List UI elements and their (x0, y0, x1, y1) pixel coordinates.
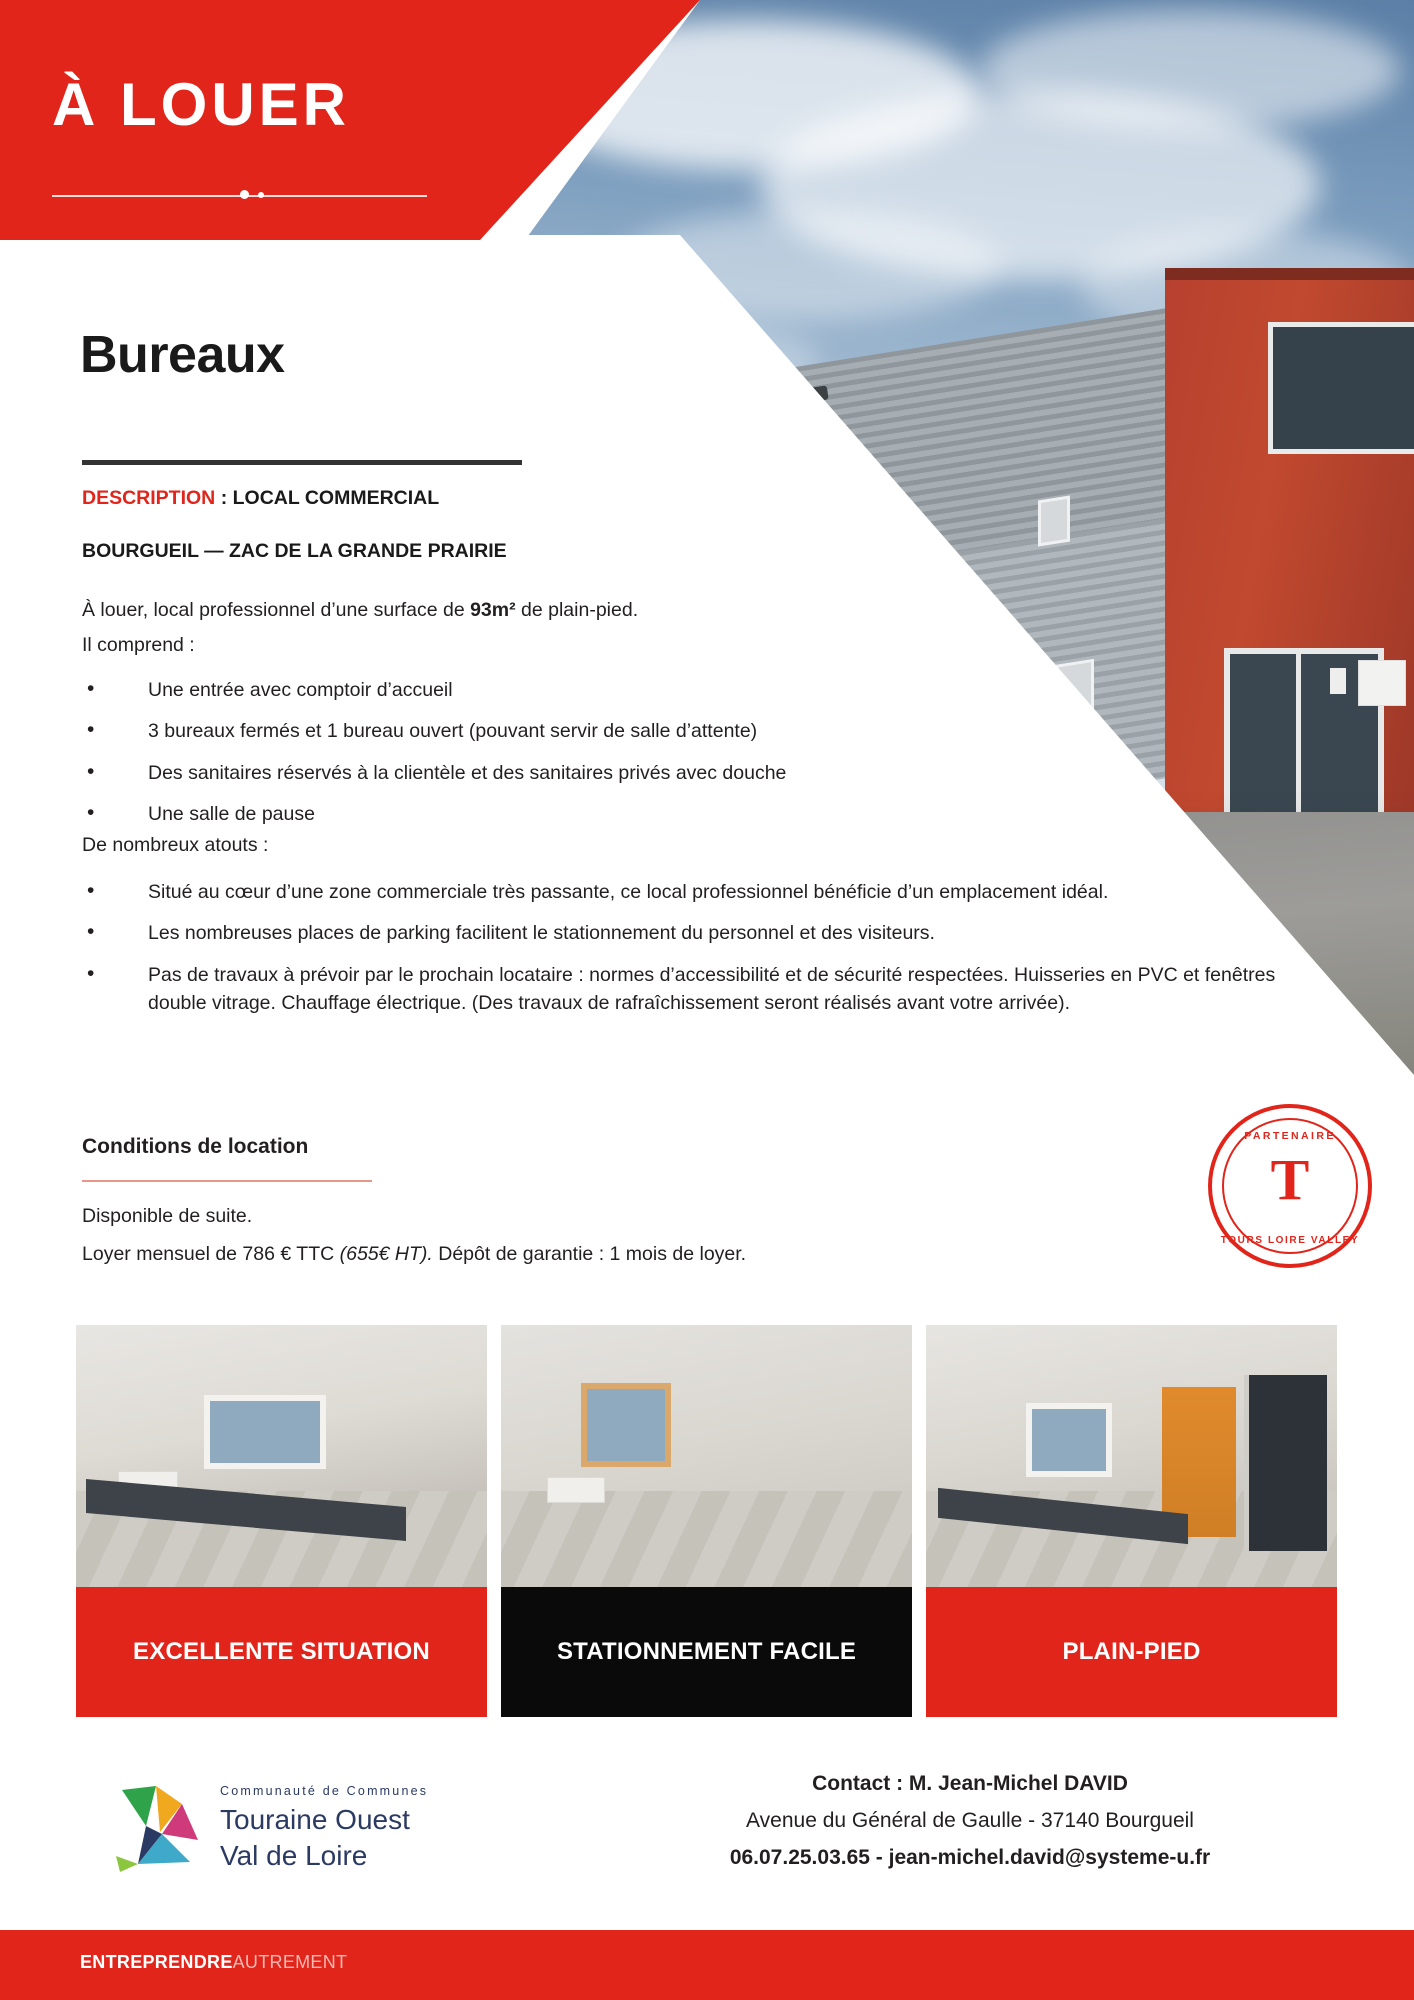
contact-address: Avenue du Général de Gaulle - 37140 Bourgueil (746, 1809, 1194, 1832)
a-louer-label: À LOUER (52, 71, 350, 138)
surface-value: 93m² (470, 599, 516, 621)
list-item: • Les nombreuses places de parking facilitent le stationnement du personnel et des visiteurs. (82, 919, 1298, 947)
seal-bottom-label: TOURS LOIRE VALLEY (1220, 1235, 1360, 1246)
title-divider (82, 460, 522, 465)
seal-top-label: PARTENAIRE (1244, 1130, 1336, 1142)
logo-line-1: Communauté de Communes (220, 1784, 429, 1798)
interior-photo-1 (76, 1325, 487, 1587)
contact-phone-email: 06.07.25.03.65 - jean-michel.david@systeme-u.fr (729, 1846, 1211, 1869)
interior-photo-2 (501, 1325, 912, 1587)
photo-dark-doorway (1244, 1375, 1327, 1551)
list-item: • Situé au cœur d’une zone commerciale très passante, ce local professionnel bénéficie d’un emplacement idéal. (82, 878, 1298, 906)
gallery-item (501, 1325, 912, 1717)
facade-window (1038, 495, 1070, 546)
description-separator: : (220, 487, 228, 509)
gallery-item (76, 1325, 487, 1717)
conditions-rent (82, 1243, 746, 1266)
intro-text-before: À louer, local professionnel d’une surface de (82, 599, 471, 621)
seal-letter-icon: T (1270, 1147, 1310, 1212)
window-sign (1358, 660, 1406, 706)
contact-block (600, 1772, 1340, 1870)
conditions-availability: Disponible de suite. (82, 1205, 253, 1227)
features-list (82, 676, 786, 841)
list-item: • Une salle de pause (82, 800, 786, 828)
intro-text-after: de plain-pied. (515, 599, 639, 621)
gallery-strip (76, 1325, 1338, 1717)
photo-floor (501, 1491, 912, 1587)
rent-amount-text: Loyer mensuel de 786 € TTC (82, 1243, 340, 1265)
advantages-list (82, 878, 1298, 1030)
bottom-red-bar (0, 1930, 1414, 2000)
cloud-shape (980, 10, 1400, 130)
gallery-caption-3: PLAIN-PIED (926, 1587, 1337, 1717)
description-value: LOCAL COMMERCIAL (232, 487, 440, 509)
photo-radiator (547, 1477, 605, 1503)
logo-mark-icon (104, 1770, 214, 1880)
gallery-caption-2: STATIONNEMENT FACILE (501, 1587, 912, 1717)
description-label: DESCRIPTION (82, 487, 216, 509)
tagline (80, 1952, 347, 1973)
advantages-label: De nombreux atouts : (82, 834, 269, 856)
gallery-caption-1: EXCELLENTE SITUATION (76, 1587, 487, 1717)
logo-line-2: Touraine Ouest (220, 1804, 410, 1835)
logo-line-3: Val de Loire (220, 1840, 368, 1871)
photo-window (1026, 1403, 1112, 1477)
banner-dot-icon (240, 190, 249, 199)
includes-label: Il comprend : (82, 634, 195, 656)
entrance-upper-window (1268, 322, 1414, 454)
contact-name: Contact : M. Jean-Michel DAVID (812, 1772, 1128, 1795)
conditions-title: Conditions de location (82, 1135, 309, 1158)
description-line (82, 487, 439, 510)
list-item: • Des sanitaires réservés à la clientèle et des sanitaires privés avec douche (82, 759, 786, 787)
gallery-item (926, 1325, 1337, 1717)
tagline-bold: ENTREPRENDRE (80, 1952, 233, 1972)
partner-seal-badge (1208, 1104, 1372, 1268)
rent-ht-text: (655€ HT). (339, 1243, 433, 1265)
community-logo (104, 1770, 434, 1900)
photo-window (204, 1395, 326, 1469)
window-sign-small (1330, 668, 1346, 694)
document-footer (0, 1760, 1414, 1930)
interior-photo-3 (926, 1325, 1337, 1587)
tagline-thin: AUTREMENT (232, 1952, 348, 1972)
entrance-door-divider (1296, 648, 1301, 818)
property-address: BOURGUEIL — ZAC DE LA GRANDE PRAIRIE (82, 540, 507, 562)
deposit-text: Dépôt de garantie : 1 mois de loyer. (432, 1243, 747, 1265)
list-item: • 3 bureaux fermés et 1 bureau ouvert (pouvant servir de salle d’attente) (82, 717, 786, 745)
photo-window (581, 1383, 671, 1467)
banner-dot-small-icon (258, 192, 264, 198)
conditions-divider (82, 1180, 372, 1182)
intro-paragraph (82, 595, 982, 625)
list-item: • Une entrée avec comptoir d’accueil (82, 676, 786, 704)
list-item: • Pas de travaux à prévoir par le prochain locataire : normes d’accessibilité et de sécurité respectées. Huisseries en PVC et fenêtres double vitrage. Chauffage électrique. (Des travaux de rafraîchissement seront réalisés avant votre arrivée). (82, 961, 1298, 1018)
page-title: Bureaux (80, 326, 285, 384)
